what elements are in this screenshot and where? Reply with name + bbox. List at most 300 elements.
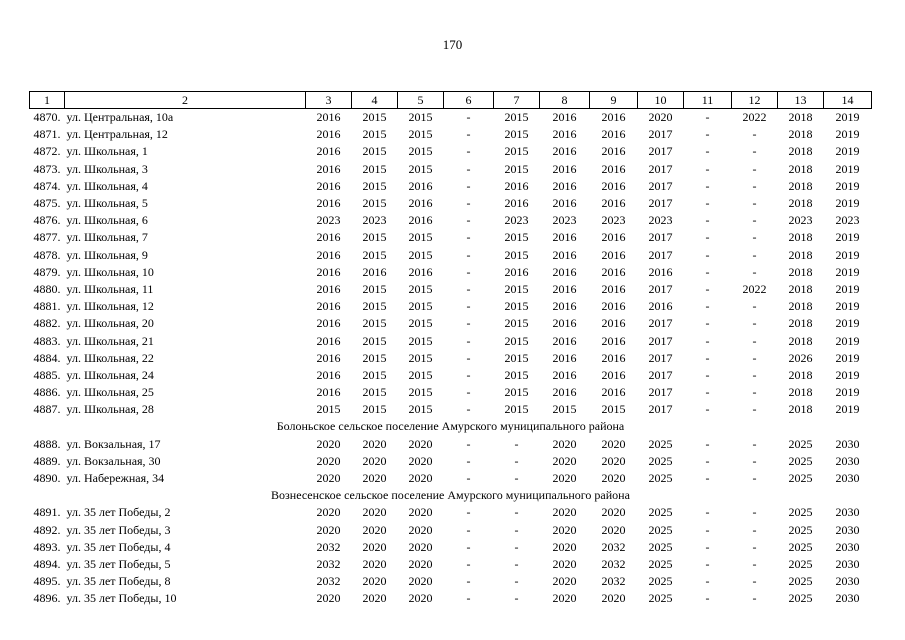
year-cell: 2017 (648, 230, 673, 245)
year-cell: 2016 (601, 196, 626, 211)
year-cell: - (466, 127, 471, 142)
table-row (30, 143, 872, 160)
year-cell: 2016 (648, 264, 673, 279)
year-cell: 2016 (504, 196, 529, 211)
year-cell: - (466, 316, 471, 331)
year-cell: 2020 (362, 522, 387, 537)
year-cell: 2018 (788, 333, 813, 348)
year-cell: 2025 (648, 556, 673, 571)
year-cell: 2015 (408, 350, 433, 365)
year-cell: 2019 (835, 196, 860, 211)
column-header: 7 (494, 92, 540, 109)
year-cell: 2020 (362, 453, 387, 468)
year-cell: 2017 (648, 350, 673, 365)
year-cell: 2015 (504, 144, 529, 159)
year-cell: 2017 (648, 385, 673, 400)
year-cell: 2017 (648, 402, 673, 417)
row-number: 4885. (33, 367, 61, 382)
year-cell: 2015 (504, 316, 529, 331)
year-cell: - (514, 471, 519, 486)
address-cell: ул. Школьная, 4 (66, 178, 148, 193)
year-cell: 2015 (504, 385, 529, 400)
year-cell: 2025 (648, 522, 673, 537)
year-cell: - (705, 110, 710, 125)
row-number: 4874. (33, 178, 61, 193)
address-cell: ул. Школьная, 28 (66, 402, 154, 417)
column-header: 8 (540, 92, 590, 109)
year-cell: - (752, 247, 757, 262)
year-cell: 2016 (601, 178, 626, 193)
year-cell: 2020 (408, 505, 433, 520)
year-cell: 2016 (552, 281, 577, 296)
year-cell: - (466, 247, 471, 262)
year-cell: 2020 (362, 471, 387, 486)
year-cell: 2019 (835, 299, 860, 314)
year-cell: 2015 (504, 230, 529, 245)
year-cell: 2015 (504, 161, 529, 176)
year-cell: 2015 (504, 402, 529, 417)
year-cell: 2017 (648, 367, 673, 382)
year-cell: 2015 (362, 367, 387, 382)
year-cell: 2015 (362, 196, 387, 211)
year-cell: - (514, 591, 519, 606)
row-number: 4895. (33, 574, 61, 589)
table-row (30, 590, 872, 607)
year-cell: 2016 (316, 144, 341, 159)
year-cell: 2018 (788, 402, 813, 417)
year-cell: - (466, 539, 471, 554)
year-cell: 2016 (552, 230, 577, 245)
year-cell: 2017 (648, 196, 673, 211)
address-cell: ул. Школьная, 12 (66, 299, 154, 314)
year-cell: 2018 (788, 196, 813, 211)
year-cell: 2015 (601, 402, 626, 417)
year-cell: 2015 (362, 230, 387, 245)
year-cell: 2020 (408, 539, 433, 554)
year-cell: 2020 (552, 556, 577, 571)
year-cell: 2020 (552, 522, 577, 537)
row-number: 4882. (33, 316, 61, 331)
year-cell: - (705, 556, 710, 571)
year-cell: 2020 (408, 522, 433, 537)
year-cell: 2016 (552, 144, 577, 159)
column-header: 5 (398, 92, 444, 109)
table-row (30, 298, 872, 315)
year-cell: - (466, 196, 471, 211)
address-cell: ул. Школьная, 25 (66, 385, 154, 400)
year-cell: 2023 (552, 213, 577, 228)
row-number: 4884. (33, 350, 61, 365)
header-row (30, 92, 872, 109)
year-cell: 2019 (835, 230, 860, 245)
year-cell: - (752, 144, 757, 159)
section-title: Вознесенское сельское поселение Амурского муниципального района (271, 488, 630, 503)
year-cell: 2016 (316, 127, 341, 142)
year-cell: 2016 (316, 385, 341, 400)
year-cell: 2025 (788, 505, 813, 520)
year-cell: 2025 (788, 436, 813, 451)
year-cell: - (466, 144, 471, 159)
year-cell: 2015 (408, 281, 433, 296)
year-cell: 2023 (788, 213, 813, 228)
year-cell: - (752, 574, 757, 589)
year-cell: - (514, 574, 519, 589)
year-cell: 2018 (788, 178, 813, 193)
year-cell: 2015 (504, 281, 529, 296)
year-cell: - (705, 591, 710, 606)
address-cell: ул. Школьная, 5 (66, 196, 148, 211)
year-cell: 2016 (601, 367, 626, 382)
year-cell: 2017 (648, 247, 673, 262)
year-cell: 2019 (835, 264, 860, 279)
year-cell: 2017 (648, 333, 673, 348)
year-cell: 2016 (552, 178, 577, 193)
address-cell: ул. Школьная, 10 (66, 264, 154, 279)
table-row (30, 126, 872, 143)
year-cell: 2016 (316, 281, 341, 296)
year-cell: 2015 (504, 333, 529, 348)
year-cell: - (466, 299, 471, 314)
year-cell: - (752, 264, 757, 279)
year-cell: - (752, 591, 757, 606)
table-row (30, 161, 872, 178)
year-cell: 2017 (648, 281, 673, 296)
year-cell: 2015 (362, 350, 387, 365)
year-cell: - (752, 453, 757, 468)
year-cell: 2019 (835, 247, 860, 262)
year-cell: 2015 (504, 127, 529, 142)
year-cell: 2016 (408, 196, 433, 211)
year-cell: - (466, 574, 471, 589)
year-cell: 2015 (408, 127, 433, 142)
row-number: 4889. (33, 453, 61, 468)
table-row (30, 281, 872, 298)
row-number: 4879. (33, 264, 61, 279)
year-cell: 2025 (648, 453, 673, 468)
column-header: 12 (732, 92, 778, 109)
year-cell: 2016 (316, 316, 341, 331)
year-cell: 2016 (552, 316, 577, 331)
row-number: 4883. (33, 333, 61, 348)
table-row (30, 195, 872, 212)
year-cell: 2015 (504, 110, 529, 125)
row-number: 4893. (33, 539, 61, 554)
year-cell: 2016 (316, 110, 341, 125)
year-cell: - (705, 144, 710, 159)
year-cell: 2023 (601, 213, 626, 228)
year-cell: 2016 (316, 333, 341, 348)
year-cell: 2016 (601, 333, 626, 348)
year-cell: 2015 (408, 110, 433, 125)
year-cell: 2019 (835, 281, 860, 296)
year-cell: 2020 (408, 574, 433, 589)
year-cell: 2020 (362, 505, 387, 520)
row-number: 4870. (33, 110, 61, 125)
year-cell: - (514, 436, 519, 451)
year-cell: 2017 (648, 144, 673, 159)
column-header: 10 (638, 92, 684, 109)
row-number: 4872. (33, 144, 61, 159)
column-header: 11 (684, 92, 732, 109)
year-cell: 2020 (362, 539, 387, 554)
year-cell: 2015 (504, 247, 529, 262)
year-cell: - (705, 281, 710, 296)
year-cell: 2015 (362, 247, 387, 262)
table-row (30, 539, 872, 556)
year-cell: - (466, 213, 471, 228)
year-cell: 2017 (648, 127, 673, 142)
year-cell: - (705, 247, 710, 262)
year-cell: - (705, 385, 710, 400)
year-cell: 2020 (316, 453, 341, 468)
year-cell: 2017 (648, 316, 673, 331)
year-cell: 2015 (504, 367, 529, 382)
year-cell: - (466, 281, 471, 296)
year-cell: 2019 (835, 367, 860, 382)
section-title: Болоньское сельское поселение Амурского муниципального района (276, 419, 625, 434)
year-cell: 2025 (648, 591, 673, 606)
year-cell: 2016 (408, 213, 433, 228)
address-cell: ул. 35 лет Победы, 3 (66, 522, 171, 537)
column-header: 4 (352, 92, 398, 109)
year-cell: 2016 (316, 350, 341, 365)
year-cell: 2020 (552, 591, 577, 606)
year-cell: 2015 (362, 281, 387, 296)
year-cell: 2016 (552, 161, 577, 176)
year-cell: 2017 (648, 178, 673, 193)
year-cell: 2025 (648, 505, 673, 520)
year-cell: 2032 (601, 574, 626, 589)
year-cell: - (705, 505, 710, 520)
year-cell: 2015 (316, 402, 341, 417)
year-cell: 2018 (788, 316, 813, 331)
year-cell: 2016 (552, 196, 577, 211)
year-cell: 2020 (601, 591, 626, 606)
year-cell: 2018 (788, 127, 813, 142)
table-row (30, 556, 872, 573)
row-number: 4878. (33, 247, 61, 262)
year-cell: 2015 (408, 144, 433, 159)
year-cell: 2016 (362, 264, 387, 279)
table-row (30, 350, 872, 367)
column-header: 6 (444, 92, 494, 109)
year-cell: 2020 (552, 505, 577, 520)
row-number: 4892. (33, 522, 61, 537)
year-cell: 2016 (601, 230, 626, 245)
year-cell: 2015 (408, 333, 433, 348)
year-cell: 2016 (601, 316, 626, 331)
row-number: 4886. (33, 385, 61, 400)
address-cell: ул. Школьная, 11 (66, 281, 154, 296)
row-number: 4877. (33, 230, 61, 245)
year-cell: 2016 (601, 299, 626, 314)
year-cell: 2018 (788, 144, 813, 159)
year-cell: - (466, 402, 471, 417)
table-row (30, 332, 872, 349)
year-cell: 2015 (408, 385, 433, 400)
address-cell: ул. Школьная, 20 (66, 316, 154, 331)
year-cell: 2016 (408, 178, 433, 193)
table-row (30, 247, 872, 264)
year-cell: - (705, 230, 710, 245)
year-cell: 2020 (408, 591, 433, 606)
year-cell: - (514, 539, 519, 554)
year-cell: - (752, 367, 757, 382)
row-number: 4888. (33, 436, 61, 451)
row-number: 4894. (33, 556, 61, 571)
year-cell: 2030 (835, 522, 860, 537)
year-cell: 2015 (552, 402, 577, 417)
year-cell: - (514, 556, 519, 571)
year-cell: - (466, 350, 471, 365)
year-cell: 2016 (316, 230, 341, 245)
year-cell: 2015 (362, 333, 387, 348)
year-cell: - (752, 161, 757, 176)
year-cell: 2020 (648, 110, 673, 125)
row-number: 4881. (33, 299, 61, 314)
year-cell: 2020 (316, 436, 341, 451)
year-cell: 2015 (362, 299, 387, 314)
year-cell: 2016 (504, 264, 529, 279)
year-cell: 2016 (316, 299, 341, 314)
year-cell: - (705, 402, 710, 417)
year-cell: 2016 (601, 110, 626, 125)
row-number: 4880. (33, 281, 61, 296)
address-cell: ул. 35 лет Победы, 10 (66, 591, 177, 606)
year-cell: 2015 (362, 385, 387, 400)
year-cell: - (752, 436, 757, 451)
table-row (30, 367, 872, 384)
year-cell: 2019 (835, 127, 860, 142)
year-cell: 2015 (362, 161, 387, 176)
year-cell: - (514, 522, 519, 537)
year-cell: 2020 (552, 453, 577, 468)
year-cell: 2020 (316, 591, 341, 606)
year-cell: 2016 (552, 333, 577, 348)
year-cell: - (466, 505, 471, 520)
year-cell: 2016 (316, 264, 341, 279)
year-cell: 2015 (362, 127, 387, 142)
year-cell: - (466, 522, 471, 537)
table-row (30, 229, 872, 246)
year-cell: 2016 (316, 161, 341, 176)
year-cell: 2015 (408, 247, 433, 262)
year-cell: 2019 (835, 110, 860, 125)
year-cell: 2016 (601, 281, 626, 296)
year-cell: 2020 (408, 436, 433, 451)
year-cell: 2016 (316, 196, 341, 211)
table-row (30, 264, 872, 281)
year-cell: - (752, 539, 757, 554)
year-cell: 2032 (601, 556, 626, 571)
year-cell: - (752, 471, 757, 486)
year-cell: 2015 (408, 316, 433, 331)
address-cell: ул. Школьная, 9 (66, 247, 148, 262)
housing-registry-table (29, 91, 872, 607)
year-cell: 2032 (316, 556, 341, 571)
year-cell: 2015 (362, 110, 387, 125)
year-cell: - (752, 316, 757, 331)
year-cell: 2022 (742, 281, 767, 296)
row-number: 4875. (33, 196, 61, 211)
year-cell: 2032 (316, 539, 341, 554)
address-cell: ул. Вокзальная, 17 (66, 436, 161, 451)
year-cell: 2020 (362, 556, 387, 571)
year-cell: 2016 (552, 247, 577, 262)
year-cell: - (466, 436, 471, 451)
year-cell: 2017 (648, 161, 673, 176)
year-cell: 2020 (601, 436, 626, 451)
year-cell: 2020 (552, 574, 577, 589)
year-cell: 2016 (601, 247, 626, 262)
year-cell: 2018 (788, 110, 813, 125)
year-cell: 2023 (362, 213, 387, 228)
year-cell: 2019 (835, 350, 860, 365)
year-cell: - (705, 539, 710, 554)
row-number: 4891. (33, 505, 61, 520)
year-cell: 2016 (316, 367, 341, 382)
year-cell: - (752, 522, 757, 537)
year-cell: 2016 (552, 299, 577, 314)
address-cell: ул. Центральная, 10а (66, 110, 174, 125)
column-header: 1 (30, 92, 65, 109)
year-cell: - (752, 196, 757, 211)
year-cell: - (705, 161, 710, 176)
year-cell: - (466, 556, 471, 571)
address-cell: ул. 35 лет Победы, 8 (66, 574, 171, 589)
year-cell: 2020 (316, 471, 341, 486)
year-cell: 2015 (504, 350, 529, 365)
year-cell: 2016 (648, 299, 673, 314)
table-row (30, 573, 872, 590)
table-row (30, 470, 872, 487)
year-cell: - (466, 453, 471, 468)
table-row (30, 436, 872, 453)
year-cell: - (705, 522, 710, 537)
year-cell: 2018 (788, 161, 813, 176)
address-cell: ул. 35 лет Победы, 2 (66, 505, 171, 520)
year-cell: 2015 (362, 144, 387, 159)
year-cell: 2018 (788, 385, 813, 400)
year-cell: 2016 (552, 367, 577, 382)
year-cell: 2020 (362, 574, 387, 589)
address-cell: ул. Вокзальная, 30 (66, 453, 161, 468)
year-cell: 2019 (835, 144, 860, 159)
year-cell: 2020 (552, 539, 577, 554)
row-number: 4896. (33, 591, 61, 606)
year-cell: 2025 (788, 574, 813, 589)
row-number: 4871. (33, 127, 61, 142)
year-cell: - (752, 178, 757, 193)
year-cell: 2016 (601, 385, 626, 400)
year-cell: - (752, 299, 757, 314)
year-cell: 2023 (316, 213, 341, 228)
year-cell: - (752, 213, 757, 228)
year-cell: 2016 (316, 247, 341, 262)
year-cell: 2015 (504, 299, 529, 314)
table-row (30, 384, 872, 401)
year-cell: 2025 (788, 471, 813, 486)
year-cell: - (705, 453, 710, 468)
year-cell: 2016 (601, 127, 626, 142)
year-cell: - (705, 213, 710, 228)
year-cell: - (705, 127, 710, 142)
year-cell: 2016 (316, 178, 341, 193)
year-cell: 2020 (408, 471, 433, 486)
section-row (30, 487, 872, 504)
year-cell: - (705, 316, 710, 331)
year-cell: - (752, 505, 757, 520)
